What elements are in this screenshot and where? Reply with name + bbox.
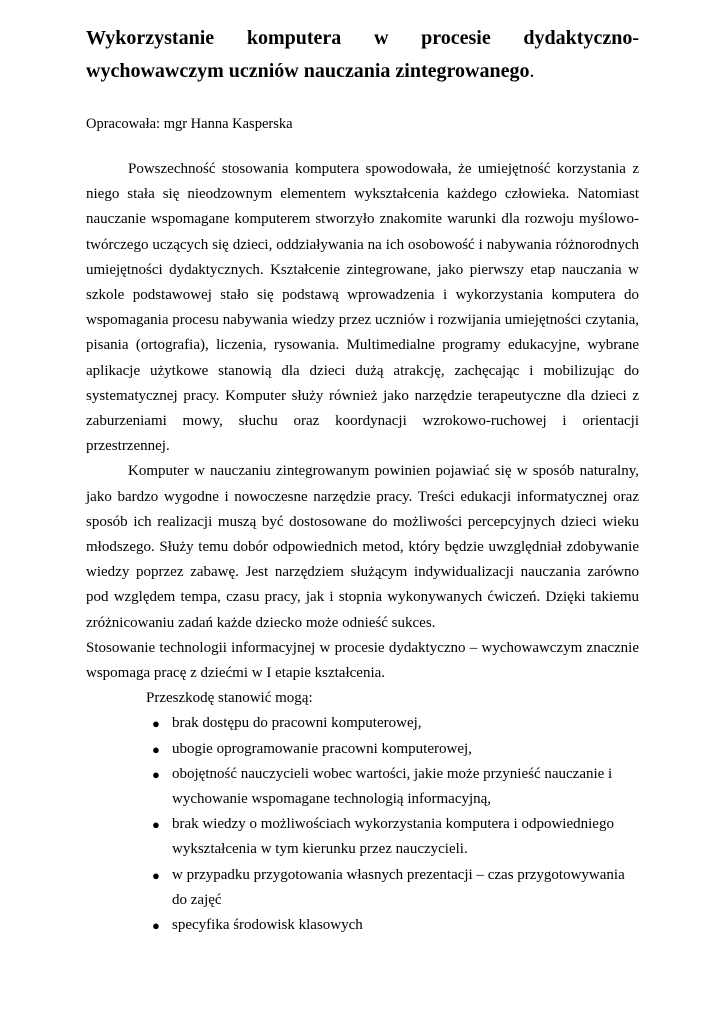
list-item [86,737,639,762]
bullet-icon: ● [152,817,160,833]
list-lead: Przeszkodę stanowić mogą: [146,690,313,707]
document-body [86,157,639,938]
list-item [86,812,639,862]
title-period: . [529,60,535,82]
list-item-text: specyfika środowisk klasowych [172,917,363,934]
bullet-icon: ● [152,741,160,757]
document-page [86,22,639,938]
list-item-text: w przypadku przygotowania własnych prezentacji – czas przygotowywania do zajęć [172,866,625,908]
document-title [86,22,639,88]
list-item [86,913,639,938]
author-line: Opracowała: mgr Hanna Kasperska [86,116,293,132]
paragraph-3: Stosowanie technologii informacyjnej w procesie dydaktyczno – wychowawczym znacznie wspomaga pracę z dziećmi w I etapie kształcenia. [86,639,639,682]
list-item-text: brak wiedzy o możliwościach wykorzystania komputera i odpowiedniego wykształcenia w tym kierunku przez nauczycieli. [172,816,614,858]
paragraph-2: Komputer w nauczaniu zintegrowanym powinien pojawiać się w sposób naturalny, jako bardzo wygodne i nowoczesne narzędzie pracy. Treści edukacji informatycznej oraz sposób ich realizacji muszą być dostosowane do możliwości percepcyjnych dzieci wieku młodszego. Służy temu dobór odpowiednich metod, który będzie uwzględniał zdobywanie wiedzy poprzez zabawę. Jest narzędziem służącym indywidualizacji nauczania zarówno pod względem tempa, czasu pracy, jak i stopnia wykonywanych ćwiczeń. Dzięki takiemu zróżnicowaniu zadań każde dziecko może odnieść sukces. [86,463,639,631]
obstacles-list [86,711,639,938]
paragraph-1: Powszechność stosowania komputera spowodowała, że umiejętność korzystania z niego stała się nieodzownym elementem wykształcenia każdego człowieka. Natomiast nauczanie wspomagane komputerem stworzyło znakomite warunki dla rozwoju myślowo-twórczego uczących się dzieci, oddziaływania na ich osobowość i nabywania różnorodnych umiejętności dydaktycznych. Kształcenie zintegrowane, jako pierwszy etap nauczania w szkole podstawowej stało się podstawą wprowadzenia i wykorzystania komputera do wspomagania procesu nabywania wiedzy przez uczniów i rozwijania umiejętności czytania, pisania (ortografia), liczenia, rysowania. Multimedialne programy edukacyjne, wybrane aplikacje użytkowe stanowią dla dzieci dużą atrakcję, zachęcając i mobilizując do systematycznej pracy. Komputer służy również jako narzędzie terapeutyczne dla dzieci z zaburzeniami mowy, słuchu oraz koordynacji wzrokowo-ruchowej i orientacji przestrzennej. [86,161,639,455]
list-item [86,762,639,812]
title-text: Wykorzystanie komputera w procesie dydaktyczno-wychowawczym uczniów nauczania zintegrowanego [86,27,639,82]
list-item [86,711,639,736]
bullet-icon: ● [152,766,160,782]
list-item-text: ubogie oprogramowanie pracowni komputerowej, [172,740,472,757]
bullet-icon: ● [152,918,160,934]
list-item [86,863,639,913]
list-item-text: obojętność nauczycieli wobec wartości, jakie może przynieść nauczanie i wychowanie wspomagane technologią informacyjną, [172,765,613,808]
list-item-text: brak dostępu do pracowni komputerowej, [172,715,422,732]
bullet-icon: ● [152,716,160,732]
bullet-icon: ● [152,867,160,883]
